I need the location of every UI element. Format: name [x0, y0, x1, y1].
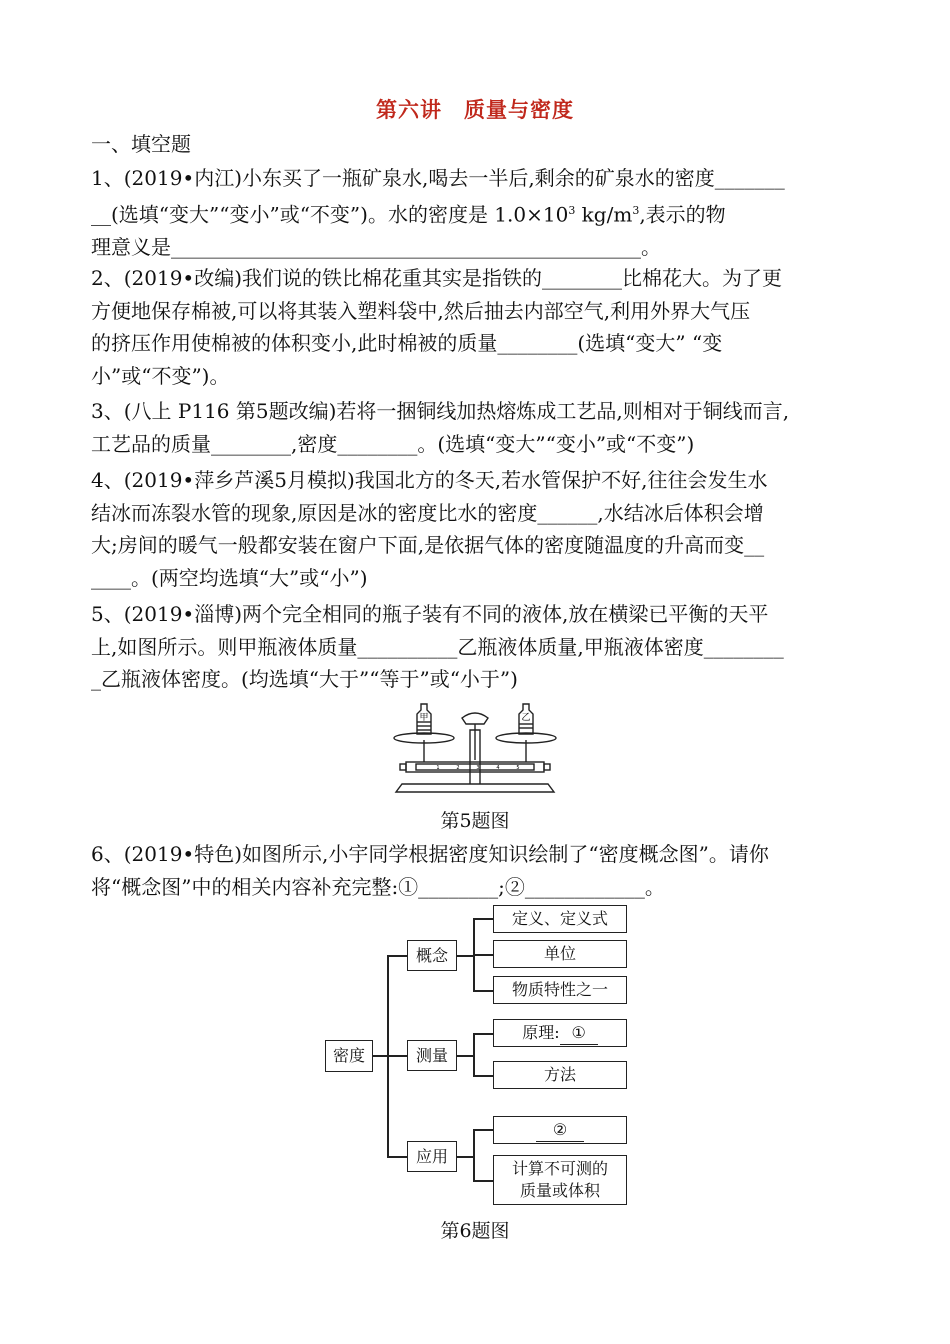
- concept-leaf-definition: 定义、定义式: [493, 905, 627, 933]
- balance-scale-figure: [386, 700, 564, 800]
- question-4-line-4: ____。(两空均选填“大”或“小”): [91, 566, 368, 591]
- question-4-line-2: 结冰而冻裂水管的现象,原因是冰的密度比水的密度______,水结冰后体积会增: [91, 500, 764, 525]
- question-5-line-1: 5、(2019•淄博)两个完全相同的瓶子装有不同的液体,放在横梁已平衡的天平: [91, 602, 769, 626]
- calculate-line-1: 计算不可测的: [511, 1159, 608, 1178]
- question-5-line-2: 上,如图所示。则甲瓶液体质量__________乙瓶液体质量,甲瓶液体密度________: [91, 634, 784, 659]
- question-6-line-1: 6、(2019•特色)如图所示,小宇同学根据密度知识绘制了“密度概念图”。请你: [91, 842, 769, 866]
- concept-branch-concept: 概念: [407, 940, 457, 971]
- concept-leaf-unit: 单位: [493, 940, 627, 968]
- ruler-tick-label: 4: [496, 765, 500, 771]
- question-2-line-4: 小”或“不变”)。: [91, 364, 230, 389]
- question-6: [91, 838, 863, 903]
- blank-2: ②: [536, 1119, 584, 1142]
- question-1-line-2: [91, 195, 863, 231]
- figure-5-caption: 第5题图: [440, 810, 510, 832]
- page-title: 第六讲 质量与密度: [376, 98, 574, 122]
- left-bottle-label: 甲: [419, 713, 429, 723]
- question-4: [91, 464, 863, 595]
- measurement-leaf-method: 方法: [493, 1061, 627, 1089]
- q1-sup-1: 3: [568, 203, 576, 217]
- density-concept-map: [320, 900, 640, 1215]
- question-2: [91, 262, 863, 393]
- question-1-line-3: 理意义是_______________________________________________。: [91, 235, 661, 260]
- application-leaf-calculate: [493, 1155, 627, 1205]
- question-4-line-3: 大;房间的暖气一般都安装在窗户下面,是依据气体的密度随温度的升高而变__: [91, 533, 765, 558]
- q1-text-a: __(选填“变大”“变小”或“不变”)。水的密度是 1.0×10: [91, 202, 569, 227]
- concept-branch-measurement: 测量: [407, 1040, 457, 1071]
- question-3-line-1: 3、(八上 P116 第5题改编)若将一捆铜线加热熔炼成工艺品,则相对于铜线而言,: [91, 399, 790, 423]
- question-6-line-2: 将“概念图”中的相关内容补充完整:①________;②____________。: [91, 874, 665, 899]
- question-1: [91, 162, 863, 264]
- question-1-line-1: 1、(2019•内江)小东买了一瓶矿泉水,喝去一半后,剩余的矿泉水的密度_______: [91, 166, 785, 190]
- q1-sup-2: 3: [632, 203, 640, 217]
- question-5: [91, 598, 863, 696]
- right-bottle-label: 乙: [521, 713, 531, 723]
- application-leaf-blank: [493, 1116, 627, 1144]
- question-2-line-3: 的挤压作用使棉被的体积变小,此时棉被的质量________(选填“变大” “变: [91, 331, 723, 356]
- ruler-tick-label: 1: [436, 765, 440, 771]
- right-balance-nut: [544, 764, 550, 770]
- figure-6-caption: 第6题图: [440, 1220, 510, 1242]
- question-2-line-1: 2、(2019•改编)我们说的铁比棉花重其实是指铁的________比棉花大。为了更: [91, 266, 783, 290]
- question-2-line-2: 方便地保存棉被,可以将其装入塑料袋中,然后抽去内部空气,利用外界大气压: [91, 298, 751, 323]
- question-3: [91, 395, 863, 460]
- calculate-line-2: 质量或体积: [519, 1181, 600, 1200]
- section-heading: 一、填空题: [91, 132, 191, 156]
- concept-root-density: 密度: [325, 1040, 373, 1072]
- ruler-tick-label: 3: [476, 765, 480, 771]
- q1-text-c: ,表示的物: [639, 202, 726, 227]
- question-3-line-2: 工艺品的质量________,密度________。(选填“变大”“变小”或“不变”): [91, 431, 695, 456]
- balance-base: [396, 784, 554, 792]
- concept-branch-application: 应用: [407, 1141, 457, 1172]
- left-balance-nut: [400, 764, 406, 770]
- ruler-tick-label: 2: [456, 765, 460, 771]
- balance-dial: [462, 713, 488, 724]
- blank-1: ①: [560, 1022, 598, 1045]
- measurement-leaf-principle: [493, 1019, 627, 1047]
- concept-leaf-property: 物质特性之一: [493, 976, 627, 1004]
- principle-label: 原理:: [522, 1023, 560, 1042]
- question-5-line-3: _乙瓶液体密度。(均选填“大于”“等于”或“小于”): [91, 667, 518, 692]
- question-4-line-1: 4、(2019•萍乡芦溪5月模拟)我国北方的冬天,若水管保护不好,往往会发生水: [91, 468, 768, 492]
- ruler-tick-label: 5: [516, 765, 520, 771]
- q1-text-b: kg/m: [575, 202, 633, 227]
